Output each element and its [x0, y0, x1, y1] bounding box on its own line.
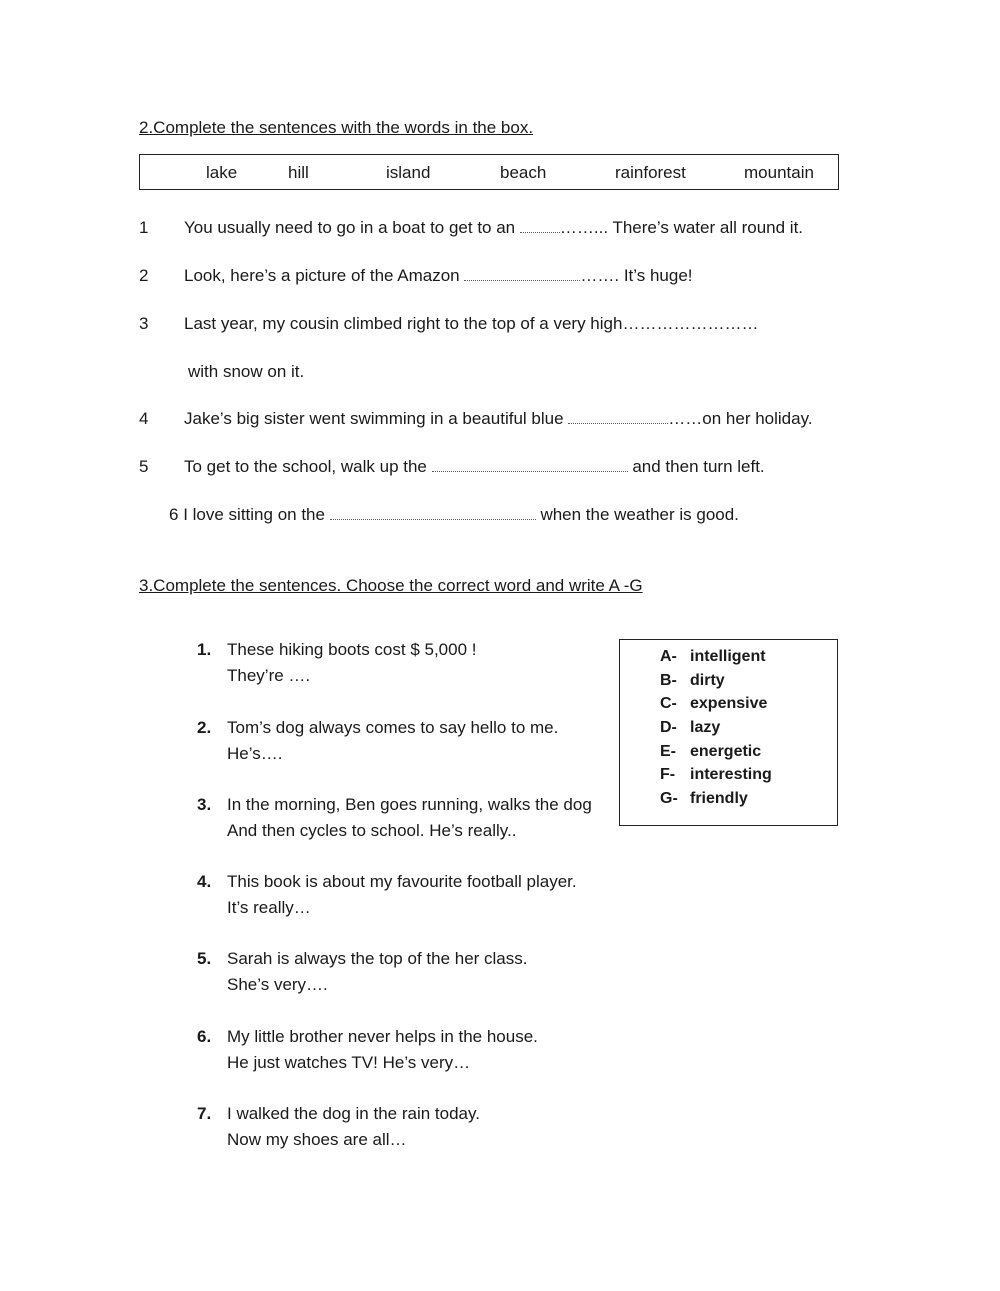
word-rainforest: rainforest — [615, 163, 686, 182]
blank-dots: …….. — [559, 218, 604, 237]
section3-heading: 3.Complete the sentences. Choose the correct word and write A -G — [139, 576, 643, 595]
answer-option: A- intelligent — [660, 648, 766, 665]
sentence-1 — [184, 218, 803, 238]
sentence-text: Jake’s big sister went swimming in a beautiful blue — [184, 409, 564, 428]
sentence-text: on her holiday. — [702, 409, 813, 428]
sentence-text: I love sitting on the — [183, 505, 325, 524]
sentence-text: You usually need to go in a boat to get to an — [184, 218, 516, 237]
answer-option: D- lazy — [660, 719, 721, 736]
sentence-text: Look, here’s a picture of the Amazon — [184, 266, 460, 285]
word-beach: beach — [500, 163, 547, 182]
question-line: She’s very…. — [227, 975, 328, 994]
question-line: Now my shoes are all… — [227, 1130, 407, 1149]
question-line: And then cycles to school. He’s really.. — [227, 821, 517, 840]
question-line: In the morning, Ben goes running, walks the dog — [227, 795, 592, 814]
question-number: 5. — [197, 949, 212, 968]
sentence-3 — [184, 314, 758, 334]
question-line: They’re …. — [227, 666, 311, 685]
sentence-text: and then turn left. — [632, 457, 765, 476]
question-number: 6. — [197, 1027, 212, 1046]
question-line: He’s…. — [227, 744, 283, 763]
question-line: Tom’s dog always comes to say hello to me. — [227, 718, 559, 737]
sentence-4 — [184, 409, 813, 429]
question-line: I walked the dog in the rain today. — [227, 1104, 480, 1123]
sentence-number: 6 — [169, 505, 179, 524]
sentence-number: 4 — [139, 409, 149, 428]
sentence-3-continuation: with snow on it. — [188, 362, 305, 381]
sentence-text: It’s huge! — [619, 266, 693, 285]
answer-option: F- interesting — [660, 766, 772, 783]
question-number: 3. — [197, 795, 212, 814]
answer-option: B- dirty — [660, 672, 725, 689]
answer-option: G- friendly — [660, 790, 748, 807]
question-number: 1. — [197, 640, 212, 659]
question-line: It’s really… — [227, 898, 311, 917]
sentence-text: To get to the school, walk up the — [184, 457, 427, 476]
blank-dots: …… — [668, 409, 703, 428]
question-line: My little brother never helps in the house. — [227, 1027, 538, 1046]
answer-option: C- expensive — [660, 695, 768, 712]
word-box — [139, 154, 839, 190]
sentence-text: when the weather is good. — [540, 505, 739, 524]
sentence-6 — [169, 505, 739, 525]
question-line: Sarah is always the top of the her class. — [227, 949, 528, 968]
answer-options-box — [619, 639, 838, 826]
word-island: island — [386, 163, 431, 182]
sentence-number: 5 — [139, 457, 149, 476]
word-mountain: mountain — [744, 163, 814, 182]
answer-blank[interactable] — [464, 266, 580, 281]
question-line: These hiking boots cost $ 5,000 ! — [227, 640, 477, 659]
answer-option: E- energetic — [660, 743, 762, 760]
sentence-text: Last year, my cousin climbed right to the top of a very high…………………… — [184, 314, 759, 333]
sentence-2 — [184, 266, 693, 286]
word-lake: lake — [206, 163, 238, 182]
answer-blank[interactable] — [520, 218, 560, 233]
question-number: 4. — [197, 872, 212, 891]
word-hill: hill — [288, 163, 309, 182]
question-line: He just watches TV! He’s very… — [227, 1053, 471, 1072]
answer-blank[interactable] — [568, 409, 668, 424]
question-number: 2. — [197, 718, 212, 737]
sentence-number: 1 — [139, 218, 149, 237]
sentence-number: 2 — [139, 266, 149, 285]
sentence-5 — [184, 457, 765, 477]
question-number: 7. — [197, 1104, 212, 1123]
sentence-number: 3 — [139, 314, 149, 333]
section2-heading: 2.Complete the sentences with the words in the box. — [139, 118, 534, 137]
blank-dots: ……. — [580, 266, 620, 285]
answer-blank[interactable] — [330, 505, 536, 520]
sentence-text: . There’s water all round it. — [603, 218, 804, 237]
question-line: This book is about my favourite football player. — [227, 872, 577, 891]
answer-blank[interactable] — [432, 457, 628, 472]
